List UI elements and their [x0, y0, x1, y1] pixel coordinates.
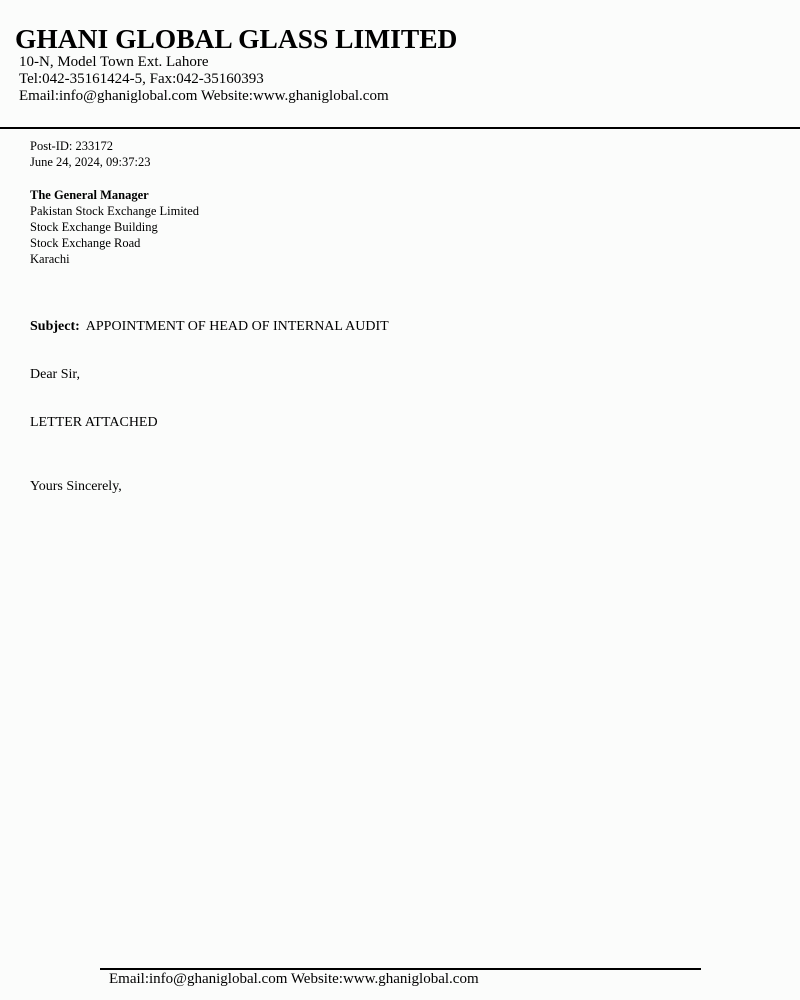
closing: Yours Sincerely, [30, 479, 122, 494]
company-address: 10-N, Model Town Ext. Lahore [19, 54, 209, 70]
recipient-block [30, 187, 199, 267]
footer-divider [100, 968, 701, 970]
post-id: Post-ID: 233172 [30, 139, 113, 153]
recipient-line: Pakistan Stock Exchange Limited [30, 204, 200, 218]
subject-label: Subject: [30, 319, 80, 334]
recipient-line: Stock Exchange Road [30, 236, 141, 250]
header-divider [0, 127, 800, 129]
recipient-line: Stock Exchange Building [30, 220, 158, 234]
letter-body: LETTER ATTACHED [30, 415, 158, 430]
subject-line [30, 318, 389, 336]
company-name: GHANI GLOBAL GLASS LIMITED [15, 23, 458, 54]
recipient-title: The General Manager [30, 188, 149, 202]
company-email-website: Email:info@ghaniglobal.com Website:www.ghaniglobal.com [19, 88, 389, 104]
footer-email-website: Email:info@ghaniglobal.com Website:www.ghaniglobal.com [109, 971, 479, 987]
company-phone-fax: Tel:042-35161424-5, Fax:042-35160393 [19, 71, 264, 87]
post-datetime: June 24, 2024, 09:37:23 [30, 155, 151, 169]
post-meta [30, 138, 150, 170]
salutation: Dear Sir, [30, 367, 80, 382]
recipient-line: Karachi [30, 252, 70, 266]
subject-text: APPOINTMENT OF HEAD OF INTERNAL AUDIT [85, 319, 389, 334]
